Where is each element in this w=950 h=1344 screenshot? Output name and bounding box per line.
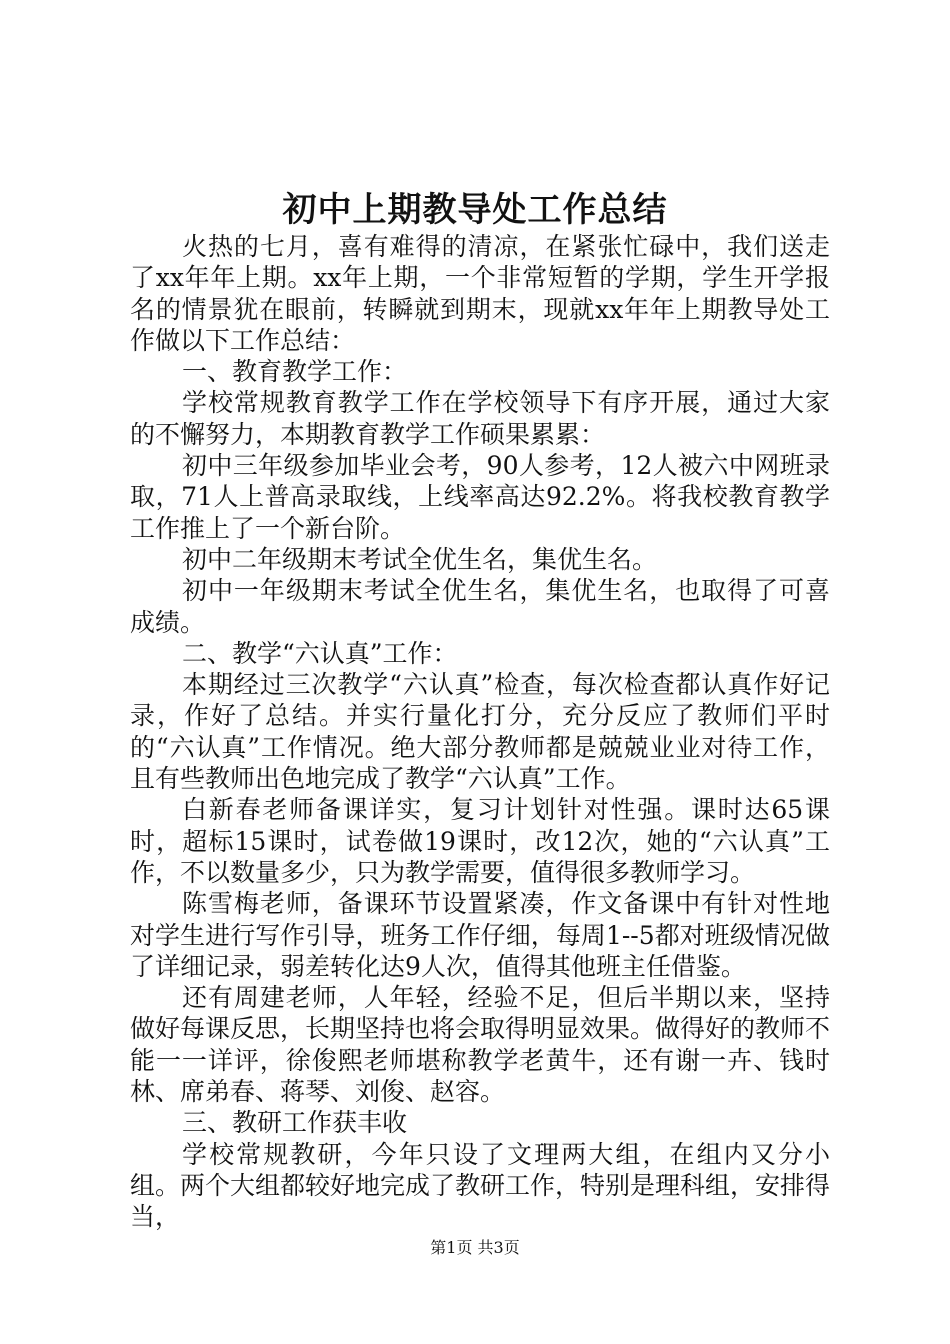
- section-heading: 二、教学“六认真”工作：: [182, 638, 458, 668]
- document-title: 初中上期教导处工作总结: [282, 190, 668, 230]
- section-heading: 一、教育教学工作：: [182, 357, 408, 387]
- paragraph: 陈雪梅老师，备课环节设置紧凑，作文备课中有针对性地对学生进行写作引导，班务工作仔细，每周1--5都对班级情况做了详细记录，弱差转化达9人次，值得其他班主任借鉴。: [130, 889, 830, 981]
- paragraph: 白新春老师备课详实，复习计划针对性强。课时达65课时，超标15课时，试卷做19课时，改12次，她的“六认真”工作，不以数量多少，只为教学需要，值得很多教师学习。: [130, 795, 830, 887]
- paragraph: 初中三年级参加毕业会考，90人参考，12人被六中网班录取，71人上普高录取线，上线率高达92.2%。将我校教育教学工作推上了一个新台阶。: [130, 451, 830, 543]
- page-number-footer: 第1页 共3页: [430, 1238, 520, 1257]
- section-heading: 三、教研工作获丰收: [182, 1108, 408, 1138]
- paragraph: 还有周建老师，人年轻，经验不足，但后半期以来，坚持做好每课反思，长期坚持也将会取得明显效果。做得好的教师不能一一详评，徐俊熙老师堪称教学老黄牛，还有谢一卉、钱时林、席弟春、蒋琴、刘俊、赵容。: [130, 983, 831, 1107]
- paragraph: 学校常规教研，今年只设了文理两大组，在组内又分小组。两个大组都较好地完成了教研工作，特别是理科组，安排得当，: [130, 1139, 831, 1232]
- paragraph: 初中一年级期末考试全优生名，集优生名，也取得了可喜成绩。: [130, 576, 830, 637]
- paragraph: 火热的七月，喜有难得的清凉，在紧张忙碌中，我们送走了xx年年上期。xx年上期，一个非常短暂的学期，学生开学报名的情景犹在眼前，转瞬就到期末，现就xx年年上期教导处工作做以下工作总结：: [130, 232, 830, 355]
- paragraph: 本期经过三次教学“六认真”检查，每次检查都认真作好记录，作好了总结。并实行量化打分，充分反应了教师们平时的“六认真”工作情况。绝大部分教师都是兢兢业业对待工作，且有些教师出色地完成了教学“六认真”工作。: [130, 670, 830, 794]
- document-body: [130, 231, 830, 1233]
- paragraph: 学校常规教育教学工作在学校领导下有序开展，通过大家的不懈努力，本期教育教学工作硕果累累：: [130, 388, 830, 449]
- paragraph: 初中二年级期末考试全优生名，集优生名。: [182, 544, 658, 574]
